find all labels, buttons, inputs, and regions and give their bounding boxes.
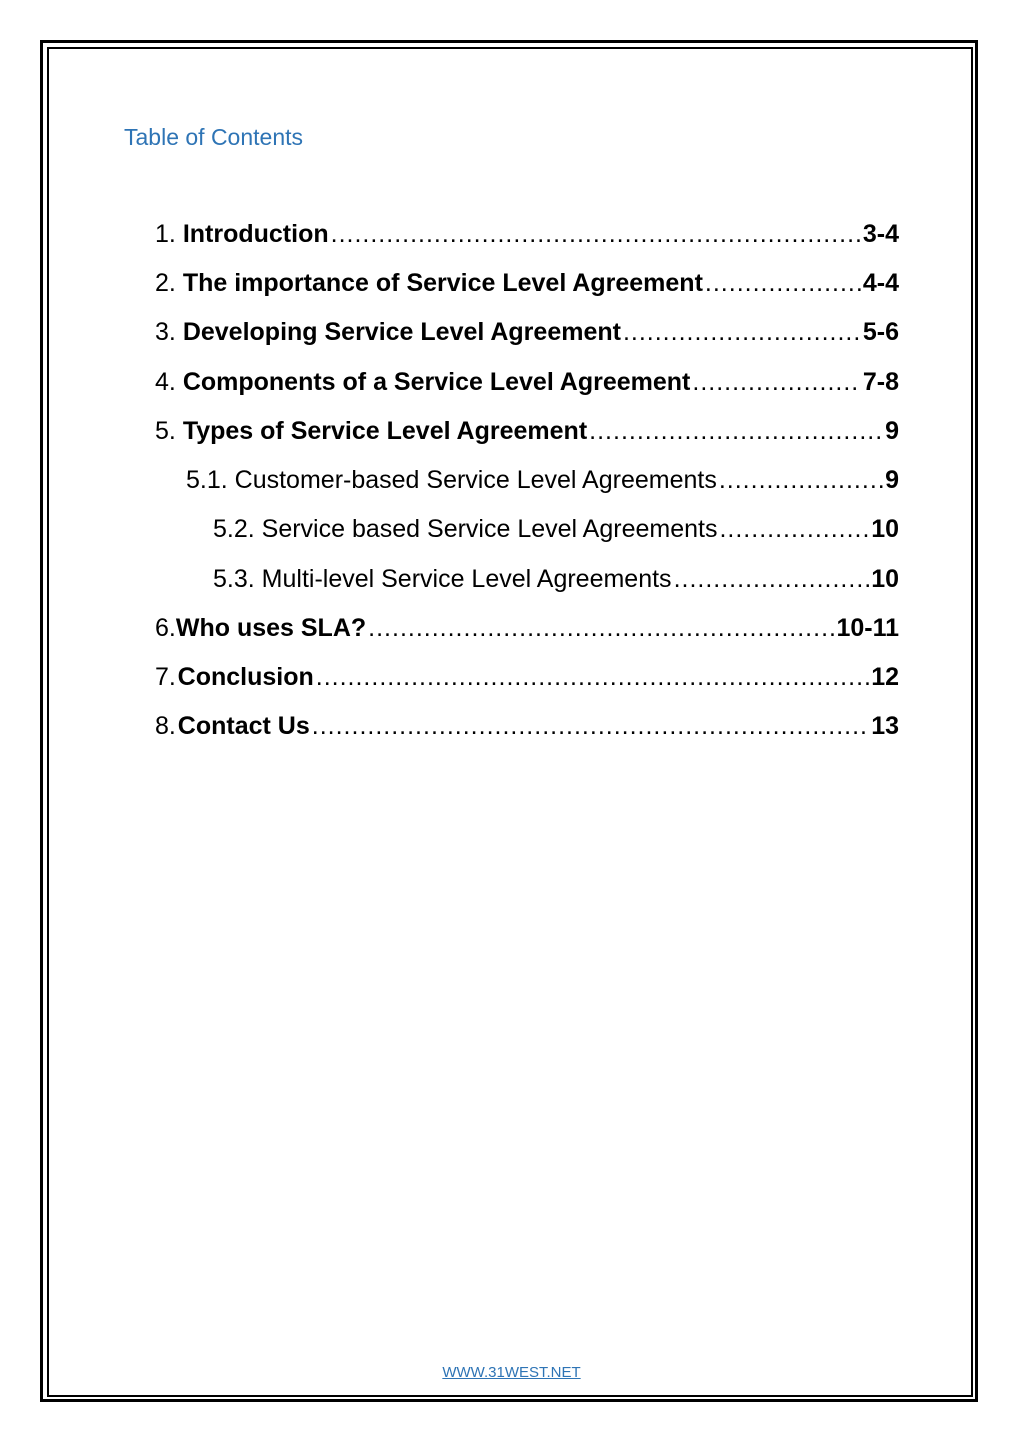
entry-number: 5. <box>155 417 176 445</box>
entry-title: The importance of Service Level Agreement <box>182 269 703 297</box>
entry-number: 8. <box>155 712 176 740</box>
entry-title: Who uses SLA? <box>175 614 367 642</box>
entry-title: Customer-based Service Level Agreements <box>234 466 717 494</box>
toc-entry-importance[interactable] <box>155 269 899 305</box>
entry-number: 6. <box>155 614 176 642</box>
toc-entry-customer-based[interactable] <box>186 466 899 502</box>
toc-entry-service-based[interactable] <box>213 515 899 551</box>
dot-leader <box>368 614 834 643</box>
dot-leader <box>692 368 860 397</box>
entry-title: Contact Us <box>177 712 310 740</box>
toc-heading: Table of Contents <box>124 124 304 150</box>
entry-number: 4. <box>155 368 176 396</box>
dot-leader <box>589 417 883 446</box>
entry-page: 5-6 <box>862 318 899 346</box>
toc-entry-conclusion[interactable] <box>155 663 899 699</box>
toc-entry-types[interactable] <box>155 417 899 453</box>
entry-number: 5.3. <box>213 565 255 593</box>
entry-title: Types of Service Level Agreement <box>182 417 588 445</box>
dot-leader <box>316 663 869 692</box>
entry-number: 7. <box>155 663 176 691</box>
entry-number: 5.2. <box>213 515 255 543</box>
entry-page: 4-4 <box>862 269 899 297</box>
dot-leader <box>719 515 869 544</box>
entry-page: 13 <box>871 712 899 740</box>
entry-title: Developing Service Level Agreement <box>182 318 621 346</box>
entry-page: 12 <box>871 663 899 691</box>
entry-number: 2. <box>155 269 176 297</box>
entry-page: 10 <box>871 515 899 543</box>
entry-title: Introduction <box>182 220 329 248</box>
toc-entry-who-uses-sla[interactable] <box>155 614 899 650</box>
dot-leader <box>312 712 869 741</box>
entry-page: 10-11 <box>836 614 899 642</box>
entry-page: 7-8 <box>862 368 899 396</box>
toc-entry-components[interactable] <box>155 368 899 404</box>
entry-title: Service based Service Level Agreements <box>261 515 718 543</box>
dot-leader <box>331 220 861 249</box>
dot-leader <box>674 565 870 594</box>
entry-number: 1. <box>155 220 176 248</box>
website-link[interactable]: WWW.31WEST.NET <box>442 1364 581 1381</box>
entry-page: 10 <box>871 565 899 593</box>
entry-title: Conclusion <box>177 663 314 691</box>
entry-page: 3-4 <box>862 220 899 248</box>
dot-leader <box>623 318 861 347</box>
entry-number: 5.1. <box>186 466 228 494</box>
dot-leader <box>705 269 861 298</box>
entry-title: Multi-level Service Level Agreements <box>261 565 672 593</box>
toc-entry-contact-us[interactable] <box>155 712 899 748</box>
entry-number: 3. <box>155 318 176 346</box>
dot-leader <box>719 466 883 495</box>
entry-title: Components of a Service Level Agreement <box>182 368 691 396</box>
toc-entry-multi-level[interactable] <box>213 565 899 601</box>
entry-page: 9 <box>885 417 899 445</box>
entry-page: 9 <box>885 466 899 494</box>
toc-entry-introduction[interactable] <box>155 220 899 256</box>
toc-entry-developing[interactable] <box>155 318 899 354</box>
